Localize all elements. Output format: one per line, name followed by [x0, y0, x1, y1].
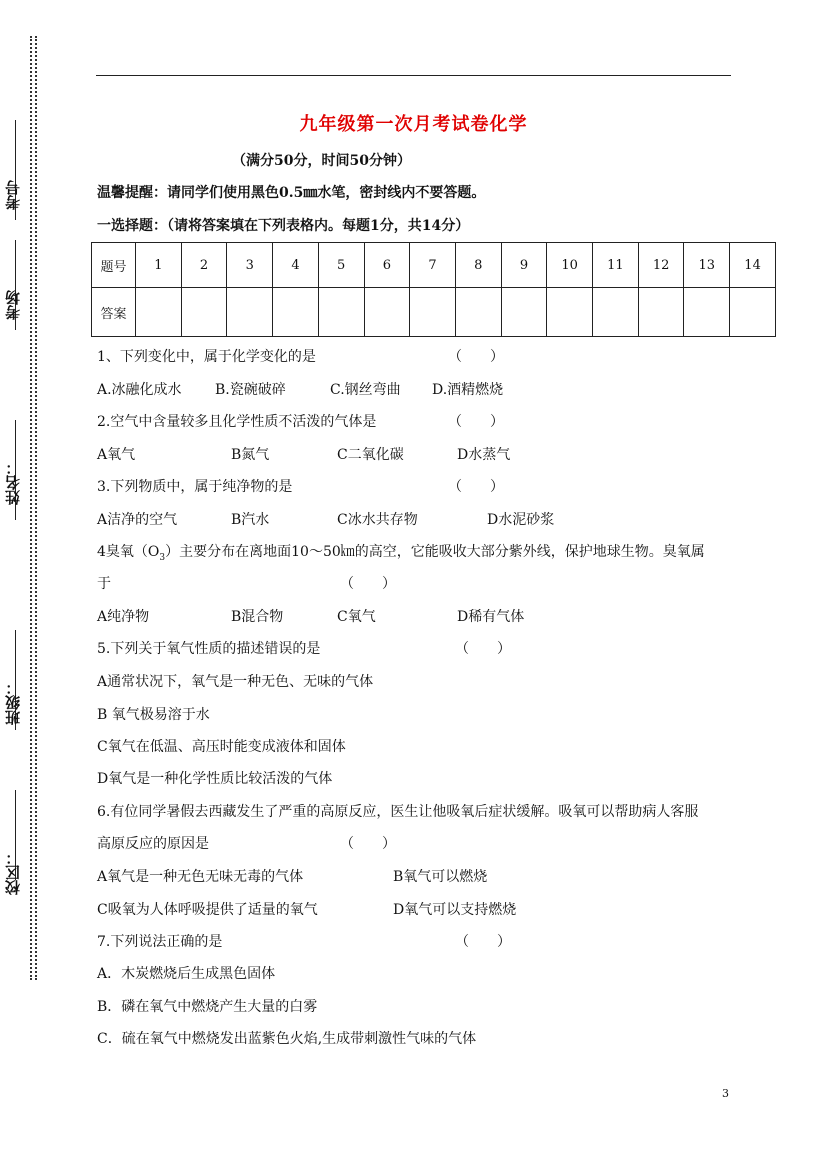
question-4-stem-start: 4臭氧（O [97, 544, 160, 560]
question-4-option-a: A纯净物 [97, 609, 150, 625]
question-3-option-d: D水泥砂浆 [487, 512, 555, 528]
question-5-option-a: A通常状况下，氧气是一种无色、无味的气体 [97, 674, 374, 690]
question-6-answer-paren: （ ） [340, 836, 396, 852]
question-4-option-b: B混合物 [231, 609, 284, 625]
question-number-cell: 4 [273, 243, 319, 288]
question-7-answer-paren: （ ） [455, 934, 511, 950]
question-5-option-b: B 氧气极易溶于水 [97, 707, 210, 723]
exam-subtitle: （满分50分，时间50分钟） [232, 153, 411, 169]
question-number-header: 题号 [92, 243, 136, 288]
question-2-answer-paren: （ ） [448, 414, 504, 430]
question-6-option-d: D氧气可以支持燃烧 [393, 902, 517, 918]
question-3-option-b: B汽水 [231, 512, 270, 528]
question-4-option-d: D稀有气体 [457, 609, 525, 625]
question-6-option-b: B氧气可以燃烧 [393, 869, 488, 885]
question-5-option-c: C氧气在低温、高压时能变成液体和固体 [97, 739, 346, 755]
answer-cell[interactable] [593, 288, 639, 337]
answer-header: 答案 [92, 288, 136, 337]
question-number-cell: 7 [410, 243, 456, 288]
answer-cell[interactable] [547, 288, 593, 337]
answer-cell[interactable] [501, 288, 547, 337]
page-number: 3 [722, 1087, 729, 1100]
section-heading: 一选择题：（请将答案填在下列表格内。每题1分，共14分） [97, 218, 470, 234]
answer-cell[interactable] [273, 288, 319, 337]
question-1-answer-paren: （ ） [448, 349, 504, 365]
answer-cell[interactable] [227, 288, 273, 337]
answer-cell[interactable] [181, 288, 227, 337]
answer-cell[interactable] [684, 288, 730, 337]
question-number-cell: 13 [684, 243, 730, 288]
question-7-option-c: C．硫在氧气中燃烧发出蓝紫色火焰,生成带刺激性气味的气体 [97, 1031, 477, 1047]
question-4-answer-paren: （ ） [340, 576, 396, 592]
campus-label: 校区： [4, 850, 22, 895]
answer-cell[interactable] [410, 288, 456, 337]
answer-cell[interactable] [364, 288, 410, 337]
question-6-stem: 6.有位同学暑假去西藏发生了严重的高原反应，医生让他吸氧后症状缓解。吸氧可以帮助病人客服 [97, 804, 699, 820]
question-5-stem: 5.下列关于氧气性质的描述错误的是 [97, 641, 321, 657]
answer-cell[interactable] [730, 288, 776, 337]
question-4-option-c: C氧气 [337, 609, 376, 625]
question-number-cell: 12 [638, 243, 684, 288]
question-number-cell: 5 [318, 243, 364, 288]
answer-cell[interactable] [638, 288, 684, 337]
reminder-text: 温馨提醒：请同学们使用黑色0.5㎜水笔，密封线内不要答题。 [97, 185, 486, 201]
answer-row [92, 288, 776, 337]
exam-title: 九年级第一次月考试卷化学 [299, 114, 528, 135]
question-6-option-c: C吸氧为人体呼吸提供了适量的氧气 [97, 902, 318, 918]
question-7-option-b: B．磷在氧气中燃烧产生大量的白雾 [97, 999, 318, 1015]
answer-cell[interactable] [455, 288, 501, 337]
question-7-stem: 7.下列说法正确的是 [97, 934, 223, 950]
seal-line-inner [35, 36, 37, 980]
question-number-cell: 8 [455, 243, 501, 288]
question-number-cell: 11 [593, 243, 639, 288]
question-3-option-c: C冰水共存物 [337, 512, 418, 528]
question-1-option-c: C.钢丝弯曲 [330, 382, 401, 398]
question-number-cell: 1 [136, 243, 182, 288]
question-2-stem: 2.空气中含量较多且化学性质不活泼的气体是 [97, 414, 377, 430]
question-2-option-b: B氮气 [231, 447, 270, 463]
question-number-cell: 2 [181, 243, 227, 288]
question-number-cell: 3 [227, 243, 273, 288]
question-5-option-d: D氧气是一种化学性质比较活泼的气体 [97, 771, 333, 787]
question-number-cell: 6 [364, 243, 410, 288]
question-6-stem-continued: 高原反应的原因是 [97, 836, 209, 852]
question-5-answer-paren: （ ） [455, 641, 511, 657]
question-2-option-c: C二氧化碳 [337, 447, 404, 463]
question-number-cell: 10 [547, 243, 593, 288]
question-6-option-a: A氧气是一种无色无味无毒的气体 [97, 869, 304, 885]
exam-room-label: 考场 [4, 290, 22, 320]
header-rule [96, 75, 731, 76]
question-1-option-d: D.酒精燃烧 [432, 382, 504, 398]
answer-cell[interactable] [318, 288, 364, 337]
question-1-option-b: B.瓷碗破碎 [215, 382, 286, 398]
answer-cell[interactable] [136, 288, 182, 337]
question-2-option-a: A氧气 [97, 447, 136, 463]
name-label: 姓名： [4, 460, 22, 505]
question-3-option-a: A洁净的空气 [97, 512, 178, 528]
question-2-option-d: D水蒸气 [457, 447, 511, 463]
question-number-cell: 14 [730, 243, 776, 288]
question-1-option-a: A.冰融化成水 [97, 382, 182, 398]
question-number-row [92, 243, 776, 288]
question-4-stem-end: ）主要分布在离地面10～50㎞的高空，它能吸收大部分紫外线，保护地球生物。臭氧属 [165, 544, 705, 560]
question-3-answer-paren: （ ） [448, 479, 504, 495]
question-4-stem [97, 541, 705, 563]
answer-table [91, 242, 776, 337]
ozone-subscript: 3 [159, 552, 166, 563]
seal-line-outer [30, 36, 32, 980]
question-7-option-a: A．木炭燃烧后生成黑色固体 [97, 966, 276, 982]
question-number-cell: 9 [501, 243, 547, 288]
question-1-stem: 1、下列变化中，属于化学变化的是 [97, 349, 316, 365]
question-4-stem-continued: 于 [97, 576, 111, 592]
exam-number-label: 考号 [4, 180, 22, 210]
class-label: 班级： [4, 680, 22, 725]
question-3-stem: 3.下列物质中，属于纯净物的是 [97, 479, 293, 495]
